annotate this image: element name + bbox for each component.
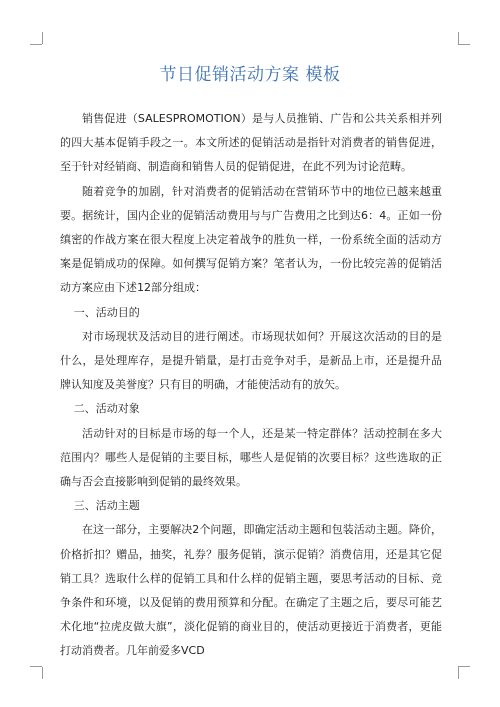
body-paragraph: 在这一部分，主要解决2个问题，即确定活动主题和包装活动主题。降价，价格折扣？赠品，抽奖，礼券？服务促销，演示促销？消费信用，还是其它促销工具？选取什么样的促销工具和什么样的促销主题，要思考活动的目标、竞争条件和环境，以及促销的费用预算和分配。在确定了主题之后，要尽可能艺术化地“拉虎皮做大旗”，淡化促销的商业目的，使活动更接近于消费者，更能打动消费者。几年前爱多VCD [60, 523, 442, 658]
crop-mark [30, 666, 42, 667]
section-heading: 二、活动对象 [73, 402, 140, 416]
crop-mark [42, 667, 43, 679]
crop-mark [458, 666, 470, 667]
section-heading: 三、活动主题 [73, 499, 140, 513]
body-paragraph: 销售促进（SALESPROMOTION）是与人员推销、广告和公共关系相并列的四大基本促销手段之一。本文所述的促销活动是指针对消费者的销售促进，至于针对经销商、制造商和销售人员的促销促进，在此不列为讨论范畴。 [60, 112, 442, 174]
document-body [60, 107, 442, 664]
body-paragraph: 活动针对的目标是市场的每一个人，还是某一特定群体？活动控制在多大范围内？哪些人是促销的主要目标，哪些人是促销的次要目标？这些选取的正确与否会直接影响到促销的最终效果。 [60, 426, 442, 489]
body-paragraph: 随着竞争的加剧，针对消费者的促销活动在营销环节中的地位已越来越重要。据统计，国内企业的促销活动费用与与广告费用之比到达6：4。正如一份缜密的作战方案在很大程度上决定着战争的胜负一样，一份系统全面的活动方案是促销成功的保障。如何撰写促销方案？笔者认为，一份比较完善的促销活动方案应由下述12部分组成： [60, 184, 442, 295]
crop-mark [458, 44, 470, 45]
crop-mark [42, 32, 43, 44]
crop-mark [458, 32, 459, 44]
document-title: 节日促销活动方案 模板 [159, 65, 341, 85]
crop-mark [458, 667, 459, 679]
body-paragraph: 对市场现状及活动目的进行阐述。市场现状如何？开展这次活动的目的是什么，是处理库存，是提升销量，是打击竞争对手，是新品上市，还是提升品牌认知度及美誉度？只有目的明确，才能使活动有的放矢。 [60, 329, 442, 392]
crop-mark [30, 44, 42, 45]
section-heading: 一、活动目的 [73, 305, 140, 319]
